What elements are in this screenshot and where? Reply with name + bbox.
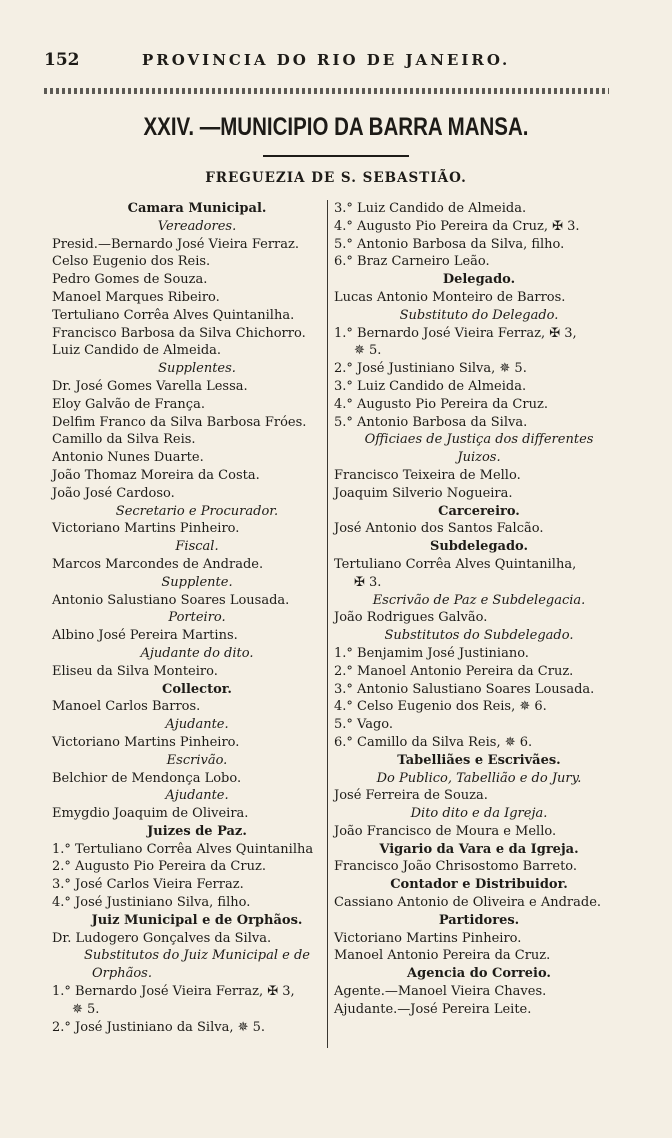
entry-line: 4.° Augusto Pio Pereira da Cruz, ✠ 3. [334,218,580,234]
subsection-heading: Ajudante. [165,717,229,733]
title-underline [263,155,409,157]
entry-line: Albino José Pereira Martins. [52,628,238,644]
entry-line: Victoriano Martins Pinheiro. [52,521,240,537]
section-heading: Subdelegado. [429,539,529,555]
subsection-heading: Substituto do Delegado. [399,307,559,323]
page-header [44,50,609,72]
subsection-heading: Substitutos do Juiz Municipal e de [84,948,310,964]
entry-line: Victoriano Martins Pinheiro. [334,930,522,946]
section-heading: Vigario da Vara e da Igreja. [379,841,579,857]
subsection-heading: Supplentes. [158,361,236,377]
column-divider [327,200,328,1048]
subsection-heading: Escrivão. [166,752,228,768]
entry-line: 1.° Bernardo José Vieira Ferraz, ✠ 3, [52,984,295,1000]
entry-line: 2.° José Justiniano da Silva, ✵ 5. [52,1019,266,1035]
subsection-heading: Juizos. [457,450,501,466]
entry-line: Marcos Marcondes de Andrade. [52,556,264,572]
entry-line: 1.° Tertuliano Corrêa Alves Quintanilha [52,841,314,857]
entry-line: Celso Eugenio dos Reis. [52,254,211,270]
entry-line: José Antonio dos Santos Falcão. [334,521,544,537]
entry-line: 2.° Manoel Antonio Pereira da Cruz. [334,663,574,679]
entry-line: Presid.—Bernardo José Vieira Ferraz. [52,236,299,252]
left-column [52,200,342,1036]
subsection-heading: Substitutos do Subdelegado. [384,628,574,644]
subsection-heading: Orphãos. [92,966,152,982]
subsection-heading: Vereadores. [157,218,237,234]
section-heading: Partidores. [438,912,520,928]
section-title: XXIV. —MUNICIPIO DA BARRA MANSA. [143,113,529,141]
entry-line: Dr. José Gomes Varella Lessa. [52,378,248,394]
entry-line: Tertuliano Corrêa Alves Quintanilha. [52,307,295,323]
entry-continuation: ✵ 5. [354,343,382,359]
entry-line: 4.° Celso Eugenio dos Reis, ✵ 6. [334,699,547,715]
entry-line: 5.° Antonio Barbosa da Silva. [334,414,528,430]
section-heading: Juiz Municipal e de Orphãos. [91,912,303,928]
entry-line: Ajudante.—José Pereira Leite. [334,1001,532,1017]
entry-line: 3.° Luiz Candido de Almeida. [334,378,527,394]
entry-line: Manoel Carlos Barros. [52,699,201,715]
entry-line: 2.° Augusto Pio Pereira da Cruz. [52,859,266,875]
entry-line: Eloy Galvão de França. [52,396,205,412]
section-heading: Juizes de Paz. [147,823,247,839]
entry-line: Lucas Antonio Monteiro de Barros. [334,289,566,305]
entry-line: 3.° Luiz Candido de Almeida. [334,201,527,216]
subsection-heading: Secretario e Procurador. [115,503,279,519]
subsection-heading: Escrivão de Paz e Subdelegacia. [372,592,586,608]
entry-continuation: ✠ 3. [354,574,382,590]
entry-continuation: ✵ 5. [72,1001,100,1017]
entry-line: Joaquim Silverio Nogueira. [334,485,513,501]
subsection-heading: Officiaes de Justiça dos differentes [364,432,594,448]
entry-line: Francisco Barbosa da Silva Chichorro. [52,325,306,341]
entry-line: Belchior de Mendonça Lobo. [52,770,242,786]
entry-line: Dr. Ludogero Gonçalves da Silva. [52,930,272,946]
entry-line: 5.° Vago. [334,717,394,733]
entry-line: Pedro Gomes de Souza. [52,272,208,288]
entry-line: 3.° Antonio Salustiano Soares Lousada. [334,681,595,697]
decorative-rule [44,88,609,94]
entry-line: 4.° Augusto Pio Pereira da Cruz. [334,396,548,412]
entry-line: Agente.—Manoel Vieira Chaves. [334,984,547,1000]
entry-line: Manoel Antonio Pereira da Cruz. [334,948,551,964]
entry-line: Francisco João Chrisostomo Barreto. [334,859,578,875]
section-heading: Camara Municipal. [127,201,267,216]
entry-line: João Francisco de Moura e Mello. [334,823,557,839]
entry-line: Francisco Teixeira de Mello. [334,467,521,483]
subsection-heading: Fiscal. [175,539,219,555]
section-heading: Carcereiro. [438,503,520,519]
subsection-heading: Ajudante do dito. [140,645,254,661]
entry-line: Tertuliano Corrêa Alves Quintanilha, [334,556,577,572]
entry-line: José Ferreira de Souza. [334,788,488,804]
entry-line: João Thomaz Moreira da Costa. [52,467,260,483]
entry-line: 6.° Braz Carneiro Leão. [334,254,490,270]
entry-line: Luiz Candido de Almeida. [52,343,222,359]
entry-line: 1.° Benjamim José Justiniano. [334,645,529,661]
entry-line: Camillo da Silva Reis. [52,432,196,448]
section-heading: Delegado. [442,272,516,288]
entry-line: 5.° Antonio Barbosa da Silva, filho. [334,236,565,252]
entry-line: Manoel Marques Ribeiro. [52,289,220,305]
subsection-heading: Do Publico, Tabellião e do Jury. [376,770,582,786]
parish-heading: FREGUEZIA DE S. SEBASTIÃO. [205,170,467,186]
section-heading: Tabelliães e Escrivães. [397,752,561,768]
subsection-heading: Porteiro. [168,610,226,626]
entry-line: 4.° José Justiniano Silva, filho. [52,895,251,911]
entry-line: Eliseu da Silva Monteiro. [52,663,218,679]
running-title: PROVINCIA DO RIO DE JANEIRO. [142,51,511,69]
right-column [334,200,624,1019]
entry-line: Emygdio Joaquim de Oliveira. [52,806,249,822]
entry-line: Victoriano Martins Pinheiro. [52,734,240,750]
entry-line: 6.° Camillo da Silva Reis, ✵ 6. [334,734,533,750]
entry-line: Delfim Franco da Silva Barbosa Fróes. [52,414,307,430]
entry-line: 1.° Bernardo José Vieira Ferraz, ✠ 3, [334,325,577,341]
entry-line: Antonio Nunes Duarte. [52,450,204,466]
section-heading: Agencia do Correio. [407,966,551,982]
subsection-heading: Dito dito e da Igreja. [410,806,548,822]
entry-line: 3.° José Carlos Vieira Ferraz. [52,877,244,893]
page-number: 152 [44,50,80,70]
section-heading: Contador e Distribuidor. [390,877,568,893]
subsection-heading: Supplente. [161,574,233,590]
section-heading: Collector. [162,681,232,697]
subsection-heading: Ajudante. [165,788,229,804]
entry-line: João José Cardoso. [52,485,175,501]
entry-line: João Rodrigues Galvão. [334,610,488,626]
entry-line: 2.° José Justiniano Silva, ✵ 5. [334,361,527,377]
entry-line: Cassiano Antonio de Oliveira e Andrade. [334,895,602,911]
entry-line: Antonio Salustiano Soares Lousada. [52,592,290,608]
